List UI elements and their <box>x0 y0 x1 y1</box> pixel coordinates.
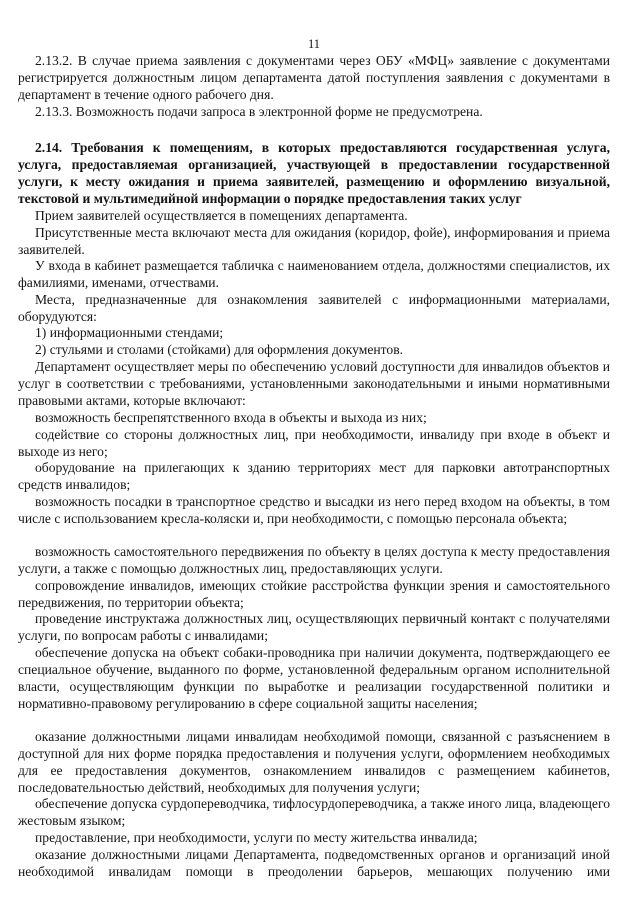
paragraph-briefing: проведение инструктажа должностных лиц, осуществляющих первичный контакт с получателями услуги, по вопросам работы с инвалидами; <box>18 611 610 643</box>
document-page <box>18 0 610 905</box>
paragraph-barrier-free-entry: возможность беспрепятственного входа в объекты и выхода из них; <box>35 410 427 425</box>
paragraph-2-13-3: 2.13.3. Возможность подачи запроса в электронной форме не предусмотрена. <box>35 104 483 119</box>
section-heading-2-14: 2.14. Требования к помещениям, в которых предоставляются государственная услуга, услуга, предоставляемая организацией, участвующей в предоставлении государственной услуги, к месту ожидания и приема заявителей, размещению и оформлению визуальной, текстовой и мультимедийной информации о порядке предоставления таких услуг <box>18 140 610 206</box>
page-number: 11 <box>307 37 321 51</box>
paragraph-2-13-2: 2.13.2. В случае приема заявления с документами через ОБУ «МФЦ» заявление с документами регистрируется должностным лицом департамента датой поступления заявления с документами в департамент в течение одного рабочего дня. <box>18 53 610 102</box>
paragraph-barrier-help: оказание должностными лицами Департамента, подведомственных органов и организаций иной необходимой инвалидам помощи в преодолении барьеров, мешающих получению ими <box>18 847 610 879</box>
paragraph-guide-dog: обеспечение допуска на объект собаки-проводника при наличии документа, подтверждающего ее специальное обучение, выданного по форме, установленной федеральным органом исполнительной власти, осуществляющим функции по выработке и реализации государственной политики и нормативно-правовому регулированию в сфере социальной защиты населения; <box>18 645 610 711</box>
paragraph-official-help: оказание должностными лицами инвалидам необходимой помощи, связанной с разъяснением в доступной для них форме порядка предоставления и получения услуги, оформлением необходимых для ее предоставления документов, ознакомлением инвалидов с размещением кабинетов, последовательностью действий, необходимых для получения услуги; <box>18 729 610 795</box>
paragraph-accessibility: Департамент осуществляет меры по обеспечению условий доступности для инвалидов объектов и услуг в соответствии с требованиями, установленными законодательными и иными нормативными правовыми актами, которые включают: <box>18 359 610 408</box>
list-item-1: 1) информационными стендами; <box>35 325 224 340</box>
paragraph-assistance-entry: содействие со стороны должностных лиц, при необходимости, инвалиду при входе в объект и выходе из него; <box>18 427 610 459</box>
paragraph-transport: возможность посадки в транспортное средство и высадки из него перед входом на объекты, в том числе с использованием кресла-коляски и, при необходимости, с помощью персонала объекта; <box>18 494 610 526</box>
paragraph-info-places: Места, предназначенные для ознакомления заявителей с информационными материалами, оборудуются: <box>18 292 610 324</box>
paragraph-reception: Прием заявителей осуществляется в помещениях департамента. <box>35 208 408 223</box>
paragraph-attendance-places: Присутственные места включают места для ожидания (коридор, фойе), информирования и приема заявителей. <box>18 225 610 257</box>
paragraph-office-sign: У входа в кабинет размещается табличка с наименованием отдела, должностями специалистов, их фамилиями, именами, отчествами. <box>18 258 610 290</box>
paragraph-movement: возможность самостоятельного передвижения по объекту в целях доступа к месту предоставления услуги, а также с помощью должностных лиц, предоставляющих услуги. <box>18 544 610 576</box>
paragraph-home-service: предоставление, при необходимости, услуги по месту жительства инвалида; <box>35 830 478 845</box>
paragraph-escort: сопровождение инвалидов, имеющих стойкие расстройства функции зрения и самостоятельного передвижения, по территории объекта; <box>18 578 610 610</box>
paragraph-sign-language: обеспечение допуска сурдопереводчика, тифлосурдопереводчика, а также иного лица, владеющего жестовым языком; <box>18 796 610 828</box>
paragraph-parking: оборудование на прилегающих к зданию территориях мест для парковки автотранспортных средств инвалидов; <box>18 460 610 492</box>
list-item-2: 2) стульями и столами (стойками) для оформления документов. <box>35 342 404 357</box>
